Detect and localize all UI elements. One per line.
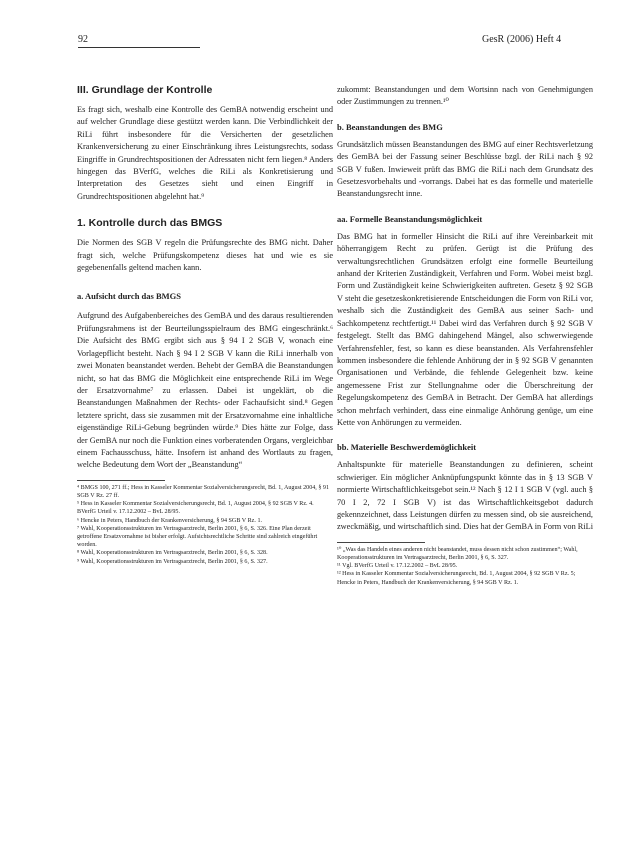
footnote: ⁸ Wahl, Kooperationsstrukturen im Vertragsarztrecht, Berlin 2001, § 6, S. 328. [77,550,268,557]
footnote: ¹² Hess in Kasseler Kommentar Sozialversicherungsrecht, Bd. 1, August 2004, § 92 SGB V Rz. 5; Hencke in Peters, Handbuch der Krankenversicherung, § 94 SGB V Rz. 1. [337,571,576,586]
heading-formelle-beanstandung: aa. Formelle Beanstandungsmöglichkeit [337,213,483,224]
footnotes-left [77,480,333,566]
journal-header: GesR (2006) Heft 4 [482,34,562,45]
paragraph-beanstandungen: Grundsätzlich müssen Beanstandungen des BMG auf einer Rechtsverletzung des GemBA bei der Fassung seiner Beschlüsse bzgl. der RiLi nach § 92 SGB V fußen. Inwieweit prüft das BMG die RiLi nach dem Grundsatz des Gesetzesvorbehalts und -vorrangs. Dabei hat es das formelle und materielle Beanstandungsrecht inne. [337,139,593,199]
heading-beanstandungen: b. Beanstandungen des BMG [337,121,443,132]
footnote: ⁵ Hess in Kasseler Kommentar Sozialversicherungsrecht, Bd. 1, August 2004, § 92 SGB V Rz. 4. BVerfG Urteil v. 17.12.2002 – BvL 28/95. [77,501,314,516]
paragraph-grundlage: Es fragt sich, weshalb eine Kontrolle des GemBA notwendig erscheint und auf welcher Grundlage diese gestützt werden kann. Die Verbindlichkeit der RiLi führt insbesondere für die Versicherten der gesetzlichen Krankenversicherung zu einer Einschränkung ihres Leistungsrechts, sodass Eingriffe in Grundrechtspositionen der Adressaten nicht fern liegen.⁸ Anders hingegen das BVerfG, welches die RiLi als Konkretisierung und Interpretation des Gesetzes sieht und einen Eingriff in Grundrechtspositionen abgelehnt hat.⁹ [77,105,333,201]
footnote: ⁷ Wahl, Kooperationsstrukturen im Vertragsarztrecht, Berlin 2001, § 6, S. 326. Eine Plan derzeit getroffene Ersatzvornahme ist bisher erfolgt. Aufsichtsrechtliche Schritte sind zahlreich eingeführt worden. [77,525,318,549]
heading-kontrolle-bmgs: 1. Kontrolle durch das BMGS [77,217,223,230]
header-rule [78,47,200,48]
heading-materielle-beschwerde: bb. Materielle Beschwerdemöglichkeit [337,442,477,453]
footnote: ⁹ Wahl, Kooperationsstrukturen im Vertragsarztrecht, Berlin 2001, § 6, S. 327. [77,558,268,565]
paragraph-materielle-beschwerde: Anhaltspunkte für materielle Beanstandungen zu definieren, scheint schwieriger. Ein möglicher Anknüpfungspunkt könnte das in § 13 SGB V normierte Wirtschaftlichkeitsgebot sein.¹² Nach § 12 I 1 SGB V (vgl. auch § 70 I 2, 72 I SGB V) ist das Wirtschaftlichkeitsgebot dadurch gekennzeichnet, dass Leistungen dürfen zu messen sind, ob sie ausreichend, zweckmäßig, und wirtschaftlich sind. Dies hat der GemBA in Form von RiLi [337,460,594,532]
page-number: 92 [78,34,88,45]
footnote-rule [77,480,165,481]
paragraph-continuation: zukommt: Beanstandungen und dem Wortsinn nach von Genehmigungen oder Zustimmungen zu trennen.¹⁰ [337,85,593,107]
footnote: ¹¹ Vgl. BVerfG Urteil v. 17.12.2002 – BvL 28/95. [337,563,458,570]
footnote: ¹⁰ „Was das Handeln eines anderen nicht beanstandet, muss dessen nicht schon zustimmen“; Wahl, Kooperationsstrukturen im Vertragsarztrecht, Berlin 2001, § 6, S. 327. [337,546,578,561]
heading-grundlage-der-kontrolle: III. Grundlage der Kontrolle [77,84,213,96]
heading-aufsicht: a. Aufsicht durch das BMGS [77,291,181,302]
footnote: ⁶ Hencke in Peters, Handbuch der Krankenversicherung, § 94 SGB V Rz. 1. [77,517,263,524]
footnote: ⁴ BMGS 100, 271 ff.; Hess in Kasseler Kommentar Sozialversicherungsrecht, Bd. 1, August 2004, § 91 SGB V Rz. 27 ff. [77,484,329,499]
footnote-rule [337,542,425,543]
left-column [77,84,333,566]
right-column [337,84,593,587]
paragraph-formelle-beanstandung: Das BMG hat in formeller Hinsicht die RiLi auf ihre Vereinbarkeit mit höherrangigem Recht zu prüfen. Gerügt ist die Prüfung des verwaltungsrechtlichen Grundsätzen erfolgt eine formelle Beurteilung anhand der Kriterien Zuständigkeit, Verfahren und Form. Wobei meist bzgl. Form und Zuständigkeit keine Schwierigkeiten auftreten. Gesetz § 92 SGB V steht die gesetzeskonkretisierende Entscheidungen die Form von RiLi vor, weshalb sich die Zuständigkeit des GemBA aus seiner Sach- und Sachkompetenz rechtfertigt.¹¹ Dabei wird das Verfahren durch § 92 SGB V festgelegt. Stellt das BMG dahingehend Mängel, also schwerwiegende Verfahrensfehler, fest, so kann es diese beanstanden. Als Verfahrensfehler kommen insbesondere die fehlende Anhörung der in § 92 SGB V genannten Organisationen und Verbände, die fehlende Gelegenheit bzw. keine angemessene Frist zur Stellungnahme oder die Überschreitung der Regelungskompetenz des GemBA in Betracht. Der GemBA hat allerdings schon mehrfach verhindert, dass eine einmalige Anhörung genüge, um eine Kette von Anhörungen zu vermeiden. [337,231,593,427]
footnotes-right [337,542,593,587]
paragraph-kontrolle-bmgs: Die Normen des SGB V regeln die Prüfungsrechte des BMG nicht. Daher fragt sich, welche Prüfungskompetenz dieses hat und wie es sie gegebenenfalls geltend machen kann. [77,238,333,273]
paragraph-aufsicht: Aufgrund des Aufgabenbereiches des GemBA und des daraus resultierenden Prüfungsrahmens ist der Beurteilungsspielraum des BMG eingeschränkt.⁶ Die Aufsicht des BMG ergibt sich aus § 94 I 2 SGB V, wonach eine Vorlagepflicht besteht. Nach § 94 I 2 SGB V kann die RiLi innerhalb von zwei Monaten beanstandet werden. Behebt der GemBA die Beanstandungen nicht, so hat das BMG die Möglichkeit eine entsprechende RiLi im Wege der Ersatzvornahme⁷ zu erlassen. Dabei ist ungeklärt, ob die Beanstandungen Maßnahmen der Rechts- oder Fachaufsicht sind.⁸ Gegen letztere spricht, dass sie zusammen mit der Ersatzvornahme eine inhaltliche eigenständige RiLi-Gebung begründen würde.⁹ Dies hätte zur Folge, dass der GemBA nur noch die Funktion eines vorberatenden Organs, vergleichbar einem Fachausschuss, hätte. Insofern ist anhand des Wortlauts zu fragen, welche Bedeutung dem Wort der „Beanstandung“ [77,311,333,470]
